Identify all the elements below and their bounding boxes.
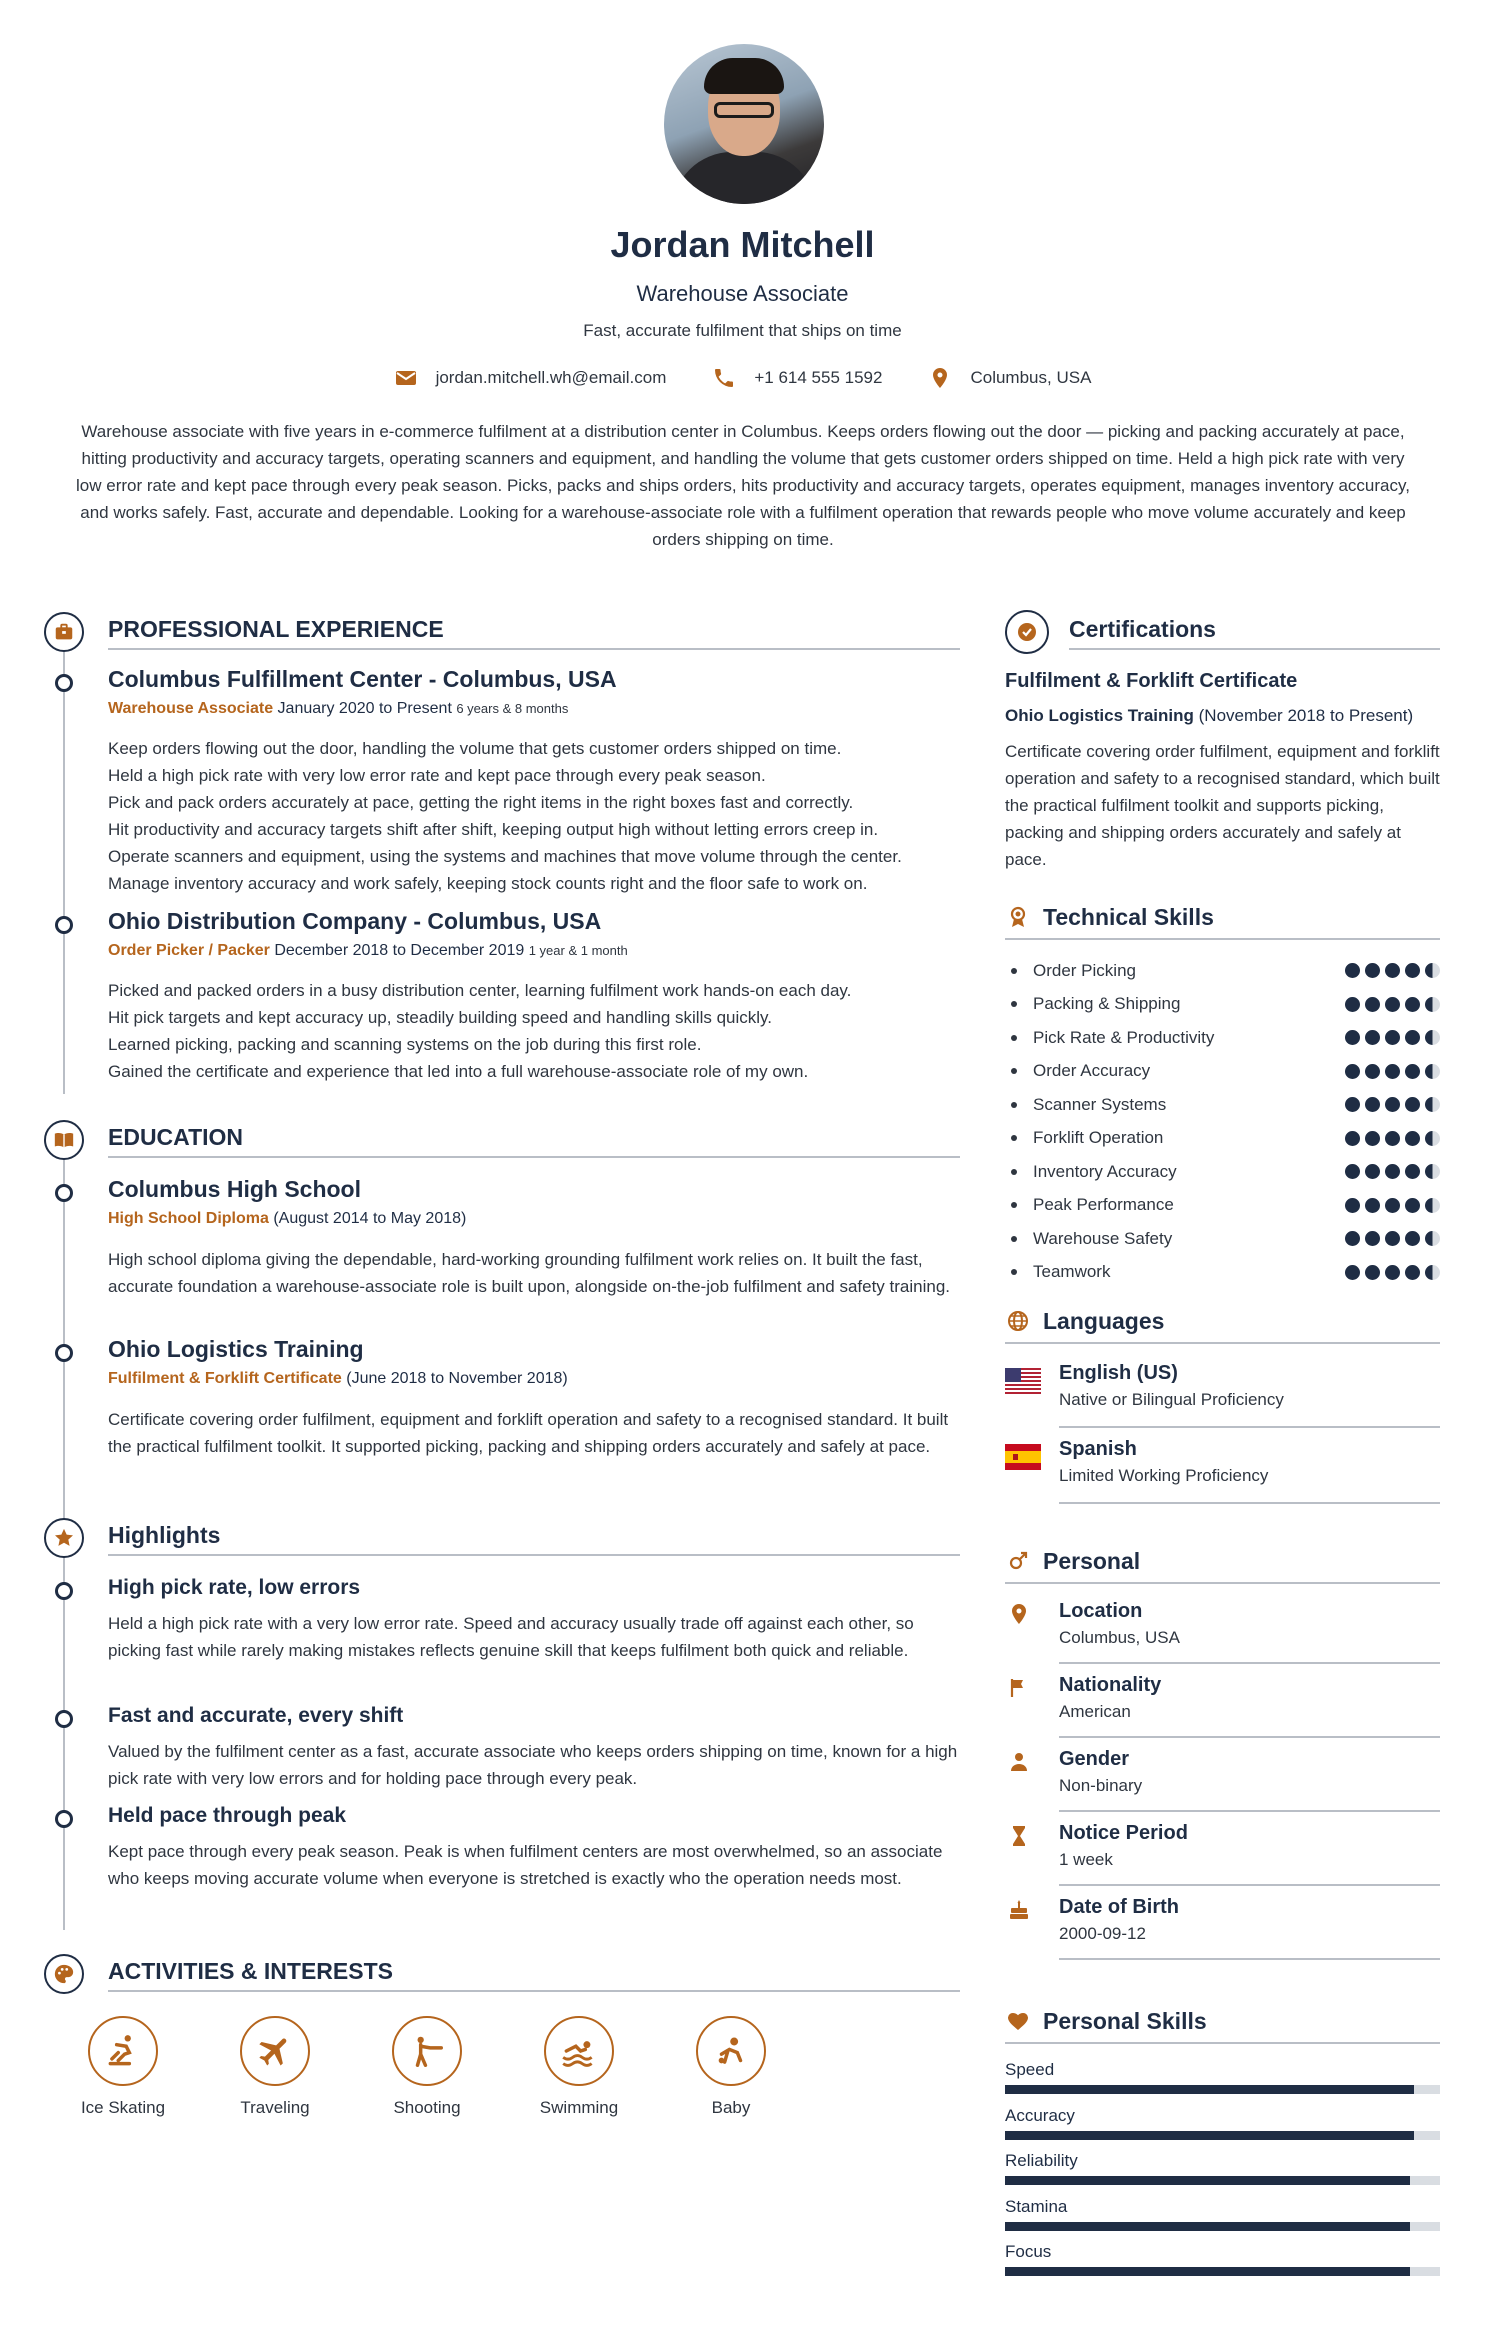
personal-key: Nationality	[1059, 1674, 1162, 1696]
highlight-title: Fast and accurate, every shift	[108, 1704, 404, 1727]
skill-rating-dots	[1345, 1265, 1440, 1280]
award-ribbon-icon	[1005, 904, 1031, 930]
technical-skill-label: Packing & Shipping	[1033, 994, 1181, 1013]
experience-line: Picked and packed orders in a busy distribution center, learning fulfilment work hands-on each day.	[108, 981, 852, 1000]
education-description: High school diploma giving the dependable, hard-working grounding fulfilment work relies on. It built the fast, accurate foundation a warehouse-associate role is built upon, alongside on-the-job fulfilment and safety training.	[108, 1250, 951, 1296]
technical-skill-label: Peak Performance	[1033, 1195, 1174, 1214]
activity-item	[514, 2016, 644, 2118]
rating-dot	[1385, 1231, 1400, 1246]
location-pin-icon	[1007, 1602, 1031, 1626]
bullet	[1011, 1135, 1017, 1141]
rating-dot	[1425, 1198, 1440, 1213]
activity-label: Shooting	[393, 2098, 461, 2117]
rating-dot	[1405, 1265, 1420, 1280]
baby-icon	[712, 2032, 750, 2070]
language-name: Spanish	[1059, 1438, 1137, 1460]
activity-item	[58, 2016, 188, 2118]
rating-dot	[1345, 1164, 1360, 1179]
rating-dot	[1405, 1064, 1420, 1079]
shooting-icon	[408, 2032, 446, 2070]
activity-label: Ice Skating	[80, 2098, 166, 2117]
rating-dot	[1425, 997, 1440, 1012]
skill-progress-track	[1005, 2131, 1440, 2140]
rating-dot	[1385, 963, 1400, 978]
timeline-dot	[55, 1582, 73, 1600]
rating-dot	[1385, 1097, 1400, 1112]
personal-skill-item	[1005, 2242, 1440, 2276]
technical-skill-item	[1005, 1021, 1440, 1054]
language-divider	[1059, 1502, 1440, 1504]
activity-label: Traveling	[240, 2098, 310, 2117]
skill-progress-fill	[1005, 2267, 1410, 2276]
rating-dot	[1405, 1097, 1420, 1112]
technical-skill-item	[1005, 1122, 1440, 1155]
personal-skill-label: Reliability	[1005, 2151, 1078, 2170]
experience-line: Held a high pick rate with very low error rate and kept pace through every peak season.	[108, 766, 766, 785]
rating-dot	[1365, 1164, 1380, 1179]
rating-dot	[1365, 1131, 1380, 1146]
rating-dot	[1385, 1131, 1400, 1146]
timeline-dot	[55, 916, 73, 934]
education-degree: High School Diploma	[108, 1210, 269, 1227]
open-book-icon	[44, 1120, 84, 1160]
section-divider	[108, 1554, 960, 1556]
section-divider	[108, 1156, 960, 1158]
certification-description: Certificate covering order fulfilment, equipment and forklift operation and safety to a recognised standard, which built the practical fulfilment toolkit and supports picking, packing and shipping orders accurately and safely at pace.	[1005, 742, 1440, 869]
bullet	[1011, 1068, 1017, 1074]
rating-dot	[1405, 1231, 1420, 1246]
personal-key: Notice Period	[1059, 1822, 1188, 1844]
technical-skill-label: Pick Rate & Productivity	[1033, 1027, 1215, 1047]
rating-dot	[1345, 1097, 1360, 1112]
personal-skills-heading: Personal Skills	[1043, 2008, 1207, 2034]
rating-dot	[1405, 997, 1420, 1012]
rating-dot	[1345, 1064, 1360, 1079]
education-degree-line	[108, 1370, 568, 1388]
rating-dot	[1365, 1265, 1380, 1280]
star-badge-icon	[44, 1518, 84, 1558]
experience-role: Warehouse Associate	[108, 700, 274, 717]
rating-dot	[1345, 1030, 1360, 1045]
rating-dot	[1405, 1164, 1420, 1179]
rating-dot	[1385, 1030, 1400, 1045]
section-divider	[108, 648, 960, 650]
hourglass-icon	[1007, 1824, 1031, 1848]
education-timeline	[63, 1142, 65, 1582]
tagline: Fast, accurate fulfilment that ships on time	[583, 321, 902, 340]
highlights-heading: Highlights	[108, 1522, 221, 1548]
skill-rating-dots	[1345, 1231, 1440, 1246]
highlight-description: Kept pace through every peak season. Peak is when fulfilment centers are most overwhelmed, so an associate who keeps moving accurate volume when everyone is stretched is exactly who the operation needs most.	[108, 1842, 943, 1888]
personal-skill-label: Speed	[1005, 2060, 1055, 2079]
activity-item	[666, 2016, 796, 2118]
technical-skill-label: Warehouse Safety	[1033, 1228, 1173, 1248]
section-divider	[1005, 1342, 1440, 1344]
education-description: Certificate covering order fulfilment, equipment and forklift operation and safety to a recognised standard. It built the practical fulfilment toolkit. It supported picking, packing and shipping orders accurately and safely at pace.	[108, 1410, 949, 1456]
bullet	[1011, 1202, 1017, 1208]
skill-rating-dots	[1345, 1131, 1440, 1146]
experience-company: Columbus Fulfillment Center - Columbus, USA	[108, 666, 617, 692]
technical-skill-label: Scanner Systems	[1033, 1094, 1167, 1114]
bullet	[1011, 1236, 1017, 1242]
experience-line: Hit productivity and accuracy targets shift after shift, keeping output high without letting errors creep in.	[108, 820, 879, 839]
personal-value: Non-binary	[1059, 1776, 1143, 1795]
experience-description	[108, 977, 960, 1085]
bullet	[1011, 1169, 1017, 1175]
highlight-title: Held pace through peak	[108, 1804, 347, 1827]
technical-skill-item	[1005, 988, 1440, 1021]
experience-line: Keep orders flowing out the door, handling the volume that gets customer orders shipped on time.	[108, 739, 842, 758]
rating-dot	[1405, 1131, 1420, 1146]
skill-rating-dots	[1345, 1097, 1440, 1112]
gender-symbol-icon	[1005, 1548, 1031, 1574]
experience-line: Learned picking, packing and scanning systems on the job during this first role.	[108, 1035, 702, 1054]
skill-rating-dots	[1345, 963, 1440, 978]
location-pin-icon	[928, 366, 952, 390]
section-divider	[1005, 938, 1440, 940]
rating-dot	[1345, 1231, 1360, 1246]
education-dates: (June 2018 to November 2018)	[346, 1370, 568, 1387]
education-school: Columbus High School	[108, 1176, 361, 1202]
rating-dot	[1405, 1198, 1420, 1213]
activity-label: Baby	[711, 2098, 751, 2117]
timeline-dot	[55, 674, 73, 692]
contact-location	[928, 366, 1091, 390]
rating-dot	[1385, 1164, 1400, 1179]
timeline-dot	[55, 1810, 73, 1828]
experience-dates: December 2018 to December 2019	[274, 942, 525, 959]
personal-skill-item	[1005, 2197, 1440, 2231]
technical-skill-label: Order Picking	[1033, 960, 1136, 980]
rating-dot	[1365, 963, 1380, 978]
technical-skill-label: Inventory Accuracy	[1033, 1161, 1177, 1181]
skill-progress-track	[1005, 2176, 1440, 2185]
rating-dot	[1365, 1030, 1380, 1045]
email-text: jordan.mitchell.wh@email.com	[435, 368, 667, 387]
contact-email[interactable]	[394, 366, 667, 390]
experience-line: Manage inventory accuracy and work safely, keeping stock counts right and the floor safe to work on.	[108, 874, 868, 893]
rating-dot	[1425, 1097, 1440, 1112]
rating-dot	[1365, 1097, 1380, 1112]
activities-heading: ACTIVITIES & INTERESTS	[108, 1958, 393, 1984]
technical-skill-item	[1005, 1256, 1440, 1289]
technical-skill-item	[1005, 1055, 1440, 1088]
personal-value: 2000-09-12	[1059, 1924, 1146, 1943]
rating-dot	[1345, 963, 1360, 978]
personal-skill-item	[1005, 2151, 1440, 2185]
experience-description	[108, 735, 960, 897]
briefcase-icon	[44, 612, 84, 652]
technical-skill-item	[1005, 1088, 1440, 1121]
experience-duration: 1 year & 1 month	[528, 943, 628, 958]
personal-value: American	[1059, 1702, 1131, 1721]
contact-row	[0, 366, 1485, 390]
timeline-dot	[55, 1344, 73, 1362]
rating-dot	[1425, 963, 1440, 978]
bullet	[1011, 1102, 1017, 1108]
rating-dot	[1365, 997, 1380, 1012]
experience-line: Gained the certificate and experience that led into a full warehouse-associate role of my own.	[108, 1062, 809, 1081]
personal-key: Gender	[1059, 1748, 1130, 1770]
spain-flag-icon	[1005, 1444, 1041, 1470]
skill-progress-track	[1005, 2222, 1440, 2231]
activity-label: Swimming	[539, 2098, 619, 2117]
rating-dot	[1345, 1131, 1360, 1146]
certification-name: Fulfilment & Forklift Certificate	[1005, 670, 1298, 692]
technical-skill-label: Forklift Operation	[1033, 1128, 1164, 1147]
timeline-dot	[55, 1710, 73, 1728]
section-divider	[108, 1990, 960, 1992]
technical-skill-item	[1005, 954, 1440, 987]
candidate-name: Jordan Mitchell	[610, 224, 875, 265]
bullet	[1011, 1035, 1017, 1041]
bullet	[1011, 968, 1017, 974]
technical-skill-label: Teamwork	[1033, 1262, 1111, 1281]
rating-dot	[1425, 1164, 1440, 1179]
swimming-icon	[560, 2032, 598, 2070]
section-divider	[1005, 2042, 1440, 2044]
skill-progress-fill	[1005, 2222, 1410, 2231]
personal-skill-label: Accuracy	[1005, 2105, 1075, 2125]
rating-dot	[1385, 997, 1400, 1012]
skill-progress-track	[1005, 2085, 1440, 2094]
education-degree-line	[108, 1210, 466, 1228]
rating-dot	[1425, 1131, 1440, 1146]
experience-line: Operate scanners and equipment, using the systems and machines that move volume through the center.	[108, 847, 902, 866]
rating-dot	[1345, 997, 1360, 1012]
cake-icon	[1007, 1898, 1031, 1922]
education-dates: (August 2014 to May 2018)	[273, 1210, 467, 1227]
experience-dates: January 2020 to Present	[277, 700, 452, 717]
rating-dot	[1345, 1198, 1360, 1213]
personal-skill-item	[1005, 2106, 1440, 2140]
rating-dot	[1385, 1064, 1400, 1079]
personal-value: Columbus, USA	[1059, 1628, 1180, 1647]
job-title: Warehouse Associate	[636, 281, 849, 306]
section-divider	[1069, 648, 1440, 650]
experience-timeline	[63, 634, 65, 1094]
education-heading: EDUCATION	[108, 1124, 244, 1150]
globe-icon	[1005, 1308, 1031, 1334]
rating-dot	[1365, 1231, 1380, 1246]
bullet	[1011, 1269, 1017, 1275]
technical-skill-label: Order Accuracy	[1033, 1061, 1151, 1080]
ice-skating-icon	[104, 2032, 142, 2070]
languages-heading: Languages	[1043, 1308, 1165, 1334]
rating-dot	[1365, 1198, 1380, 1213]
rating-dot	[1385, 1265, 1400, 1280]
activity-item	[362, 2016, 492, 2118]
activity-item	[210, 2016, 340, 2118]
rating-dot	[1425, 1064, 1440, 1079]
skill-progress-fill	[1005, 2176, 1410, 2185]
experience-role-line	[108, 700, 568, 718]
certification-org-line	[1005, 706, 1413, 726]
us-flag-icon	[1005, 1368, 1041, 1394]
technical-skill-item	[1005, 1189, 1440, 1222]
airplane-icon	[256, 2032, 294, 2070]
personal-heading: Personal	[1043, 1548, 1141, 1574]
profile-summary: Warehouse associate with five years in e-commerce fulfilment at a distribution center in Columbus. Keeps orders flowing out the door — picking and packing accurately at pace, hitting productivity and accuracy targets, operating scanners and equipment, and handling the volume that gets customer orders shipped on time. Held a high pick rate with very low error rate and kept pace through every peak season. Picks, packs and ships orders, hits productivity and accuracy targets, operates equipment, manages inventory accuracy, and works safely. Fast, accurate and dependable. Looking for a warehouse-associate role with a fulfilment operation that rewards people who move volume accurately and keep orders shipping on time.	[76, 422, 1410, 549]
personal-key: Date of Birth	[1059, 1896, 1179, 1918]
technical-skills-heading: Technical Skills	[1043, 904, 1214, 930]
education-degree: Fulfilment & Forklift Certificate	[108, 1370, 342, 1387]
skill-rating-dots	[1345, 1198, 1440, 1213]
flag-icon	[1007, 1676, 1031, 1700]
highlight-description: Held a high pick rate with a very low error rate. Speed and accuracy usually trade off against each other, so picking fast while rarely making mistakes reflects genuine skill that keeps fulfilment both quick and reliable.	[108, 1614, 914, 1660]
education-school: Ohio Logistics Training	[108, 1336, 364, 1362]
timeline-dot	[55, 1184, 73, 1202]
personal-skill-label: Stamina	[1005, 2196, 1068, 2216]
skill-rating-dots	[1345, 997, 1440, 1012]
language-name: English (US)	[1059, 1362, 1178, 1384]
location-text: Columbus, USA	[970, 368, 1092, 387]
experience-line: Pick and pack orders accurately at pace, getting the right items in the right boxes fast and correctly.	[108, 793, 854, 812]
language-divider	[1059, 1426, 1440, 1428]
skill-progress-fill	[1005, 2131, 1414, 2140]
experience-duration: 6 years & 8 months	[456, 701, 569, 716]
skill-rating-dots	[1345, 1064, 1440, 1079]
palette-icon	[44, 1954, 84, 1994]
rating-dot	[1425, 1265, 1440, 1280]
experience-company: Ohio Distribution Company - Columbus, USA	[108, 908, 602, 934]
technical-skill-item	[1005, 1222, 1440, 1255]
personal-skill-item	[1005, 2060, 1440, 2094]
skill-rating-dots	[1345, 1030, 1440, 1045]
profile-photo	[664, 44, 824, 204]
rating-dot	[1365, 1064, 1380, 1079]
personal-key: Location	[1059, 1600, 1143, 1622]
phone-icon	[712, 366, 736, 390]
technical-skill-item	[1005, 1155, 1440, 1188]
skill-progress-fill	[1005, 2085, 1414, 2094]
envelope-icon	[394, 366, 418, 390]
language-level: Limited Working Proficiency	[1059, 1466, 1269, 1485]
skill-rating-dots	[1345, 1164, 1440, 1179]
personal-skill-label: Focus	[1005, 2242, 1052, 2261]
rating-dot	[1345, 1265, 1360, 1280]
phone-text: +1 614 555 1592	[754, 368, 883, 387]
certification-org: Ohio Logistics Training	[1005, 706, 1194, 725]
experience-role-line	[108, 942, 628, 960]
heart-icon	[1005, 2008, 1031, 2034]
language-level: Native or Bilingual Proficiency	[1059, 1390, 1284, 1409]
highlight-title: High pick rate, low errors	[108, 1576, 361, 1599]
person-icon	[1007, 1750, 1031, 1774]
rating-dot	[1385, 1198, 1400, 1213]
contact-phone[interactable]	[712, 366, 882, 390]
rating-dot	[1425, 1030, 1440, 1045]
section-divider	[1005, 1582, 1440, 1584]
experience-role: Order Picker / Packer	[108, 942, 270, 959]
bullet	[1011, 1001, 1017, 1007]
rating-dot	[1405, 1030, 1420, 1045]
certificate-badge-icon	[1005, 610, 1049, 654]
personal-value: 1 week	[1059, 1850, 1113, 1869]
experience-heading: PROFESSIONAL EXPERIENCE	[108, 616, 444, 642]
rating-dot	[1405, 963, 1420, 978]
rating-dot	[1425, 1231, 1440, 1246]
experience-line: Hit pick targets and kept accuracy up, steadily building speed and handling skills quickly.	[108, 1008, 772, 1027]
certifications-heading: Certifications	[1069, 616, 1216, 642]
highlight-description: Valued by the fulfilment center as a fast, accurate associate who keeps orders shipping on time, known for a high pick rate with very low errors and for holding pace through every peak.	[108, 1742, 958, 1788]
skill-progress-track	[1005, 2267, 1440, 2276]
certification-dates: (November 2018 to Present)	[1198, 706, 1414, 725]
